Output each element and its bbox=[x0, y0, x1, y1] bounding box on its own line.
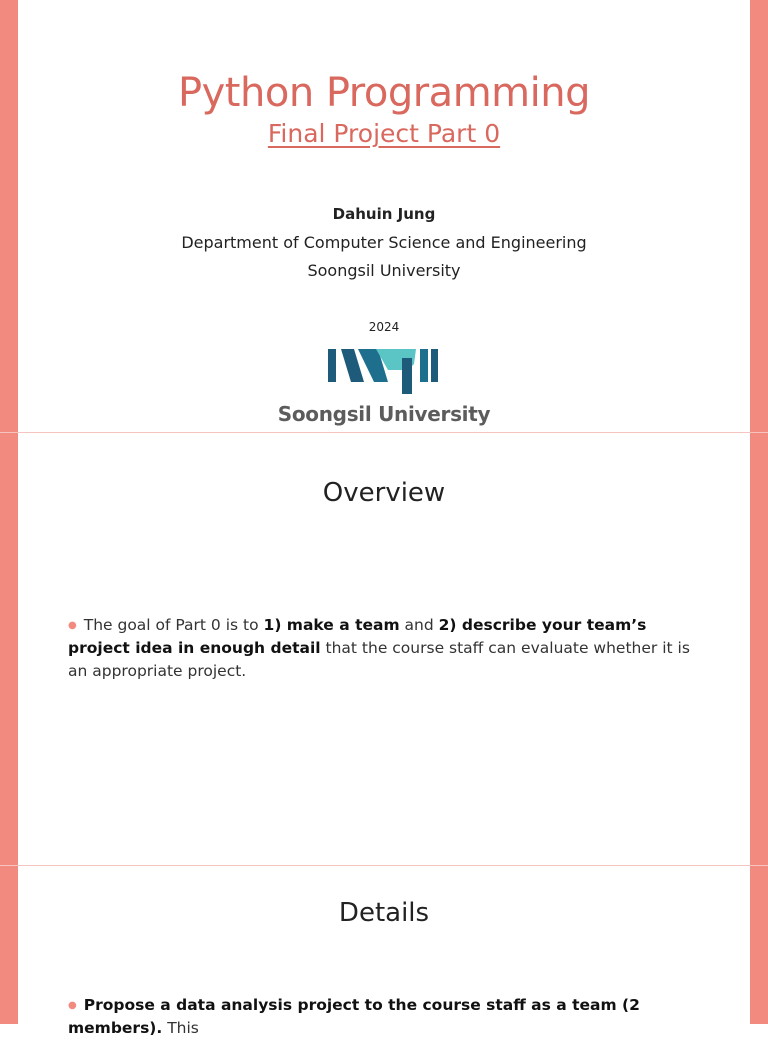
university: Soongsil University bbox=[307, 261, 461, 280]
overview-slide bbox=[18, 433, 750, 865]
logo-wordmark: Soongsil University bbox=[277, 402, 491, 426]
bullet-item: ● The goal of Part 0 is to 1) make a team and 2) describe your team’s project idea in enough detail that the course staff can evaluate whether it is an appropriate project. bbox=[68, 616, 690, 680]
details-slide bbox=[18, 866, 750, 1037]
bullet-item: ● Propose a data analysis project to the course staff as a team (2 members). This bbox=[68, 996, 640, 1037]
slide-subtitle: Final Project Part 0 bbox=[267, 119, 501, 148]
slide-heading: Overview bbox=[322, 478, 446, 508]
year: 2024 bbox=[368, 320, 400, 334]
slide-heading: Details bbox=[338, 898, 430, 928]
right-accent-bar bbox=[750, 0, 768, 1024]
left-accent-bar bbox=[0, 0, 18, 1024]
department: Department of Computer Science and Engineering bbox=[181, 233, 587, 252]
bullet-dot-icon: ● bbox=[68, 620, 77, 631]
title-slide bbox=[18, 0, 750, 432]
bullet-dot-icon: ● bbox=[68, 1000, 77, 1011]
slide-title: Python Programming bbox=[178, 70, 590, 116]
author-name: Dahuin Jung bbox=[332, 205, 436, 223]
